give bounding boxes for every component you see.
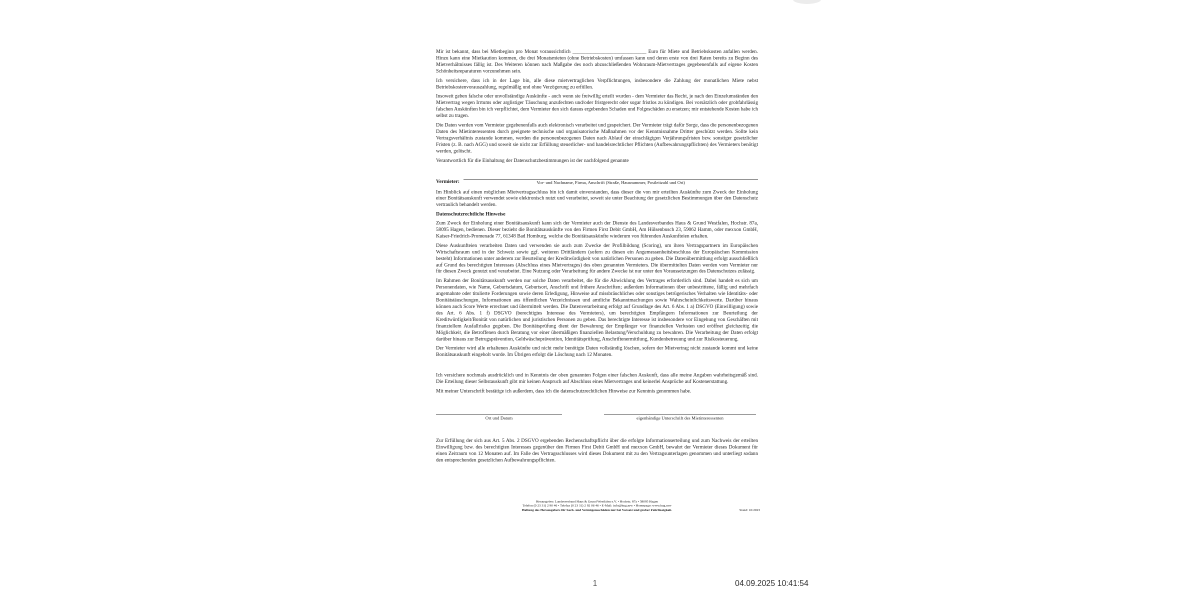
retention-paragraph: Zur Erfüllung der sich aus Art. 5 Abs. 2 DSGVO ergebenden Rechenschaftspflicht über die erfolgte Informationserteilung und zum Nachweis der erteilten Einwilligung bzw. des berechtigten Interesses gegenüber den Firmen First Debit GmbH und mexxon GmbH, bewahrt der Vermieter dieses Dokument für einen Zeitraum von 12 Monaten auf. Im Falle des Vertragsschlusses wird dieses Dokument mit zu den Vertragsunterlagen genommen und unterliegt sodann den entsprechenden gesetzlichen Aufbewahrungspflichten. [436,437,758,463]
signature-field-date-place [436,414,562,421]
privacy-paragraph: Im Rahmen der Bonitätsauskunft werden nur solche Daten verarbeitet, die für die Abwicklung des Vertrages erforderlich sind. Dabei handelt es sich um Personendaten, wie Name, Geburtsdatum, Geburtsort, Anschrift und frühere Anschriften; außerdem Informationen über unbestrittene, fällig und mehrfach angemahnte oder titulierte Forderungen sowie deren Erledigung, Hinweise auf missbräuchliches oder sonstiges betrügerisches Verhalten wie Identitäts- oder Bonitätstäuschungen, Informationen aus öffentlichen Verzeichnissen und amtliche Bekanntmachungen sowie Wahrscheinlichkeitswerte. Darüber hinaus können auch Score Werte errechnet und übermittelt werden. Die Datenverarbeitung erfolgt auf Grundlage des Art. 6 Abs. 1 a) DSGVO (Einwilligung) sowie des Art. 6 Abs. 1 f) DSGVO (berechtigtes Interesse des Vermieters), um berechtigten Empfängern Informationen zur Beurteilung der Kreditwürdigkeit/Bonität von natürlichen und juristischen Personen zu geben. Das berechtigte Interesse ist insbesondere vor Eingehung von Geschäften mit finanziellem Ausfallrisiko gegeben. Die Bonitätsprüfung dient der Bewahrung der Empfänger vor finanziellen Verlusten und eröffnet gleichzeitig die Möglichkeit, die Betroffenen durch Beratung vor einer übermäßigen finanziellen Belastung/Verschuldung zu bewahren. Die Verarbeitung der Daten erfolgt darüber hinaus zur Betrugsprävention, Geldwäscheprävention, Identitätsprüfung, Anschriftenermittlung, Kundenbetreuung und zur Risikosteuerung. [436,278,758,342]
affirmation-paragraph: Mit meiner Unterschrift bestätige ich außerdem, dass ich die datenschutzrechtlichen Hinweise zur Kenntnis genommen habe. [436,388,692,395]
intro-paragraph: Insoweit geben falsche oder unvollständige Auskünfte - auch wenn sie freiwillig erteilt wurden - dem Vermieter das Recht, je nach den Einzelumständen den Mietvertrag wegen Irrtums oder arglistiger Täuschung anzufechten und/oder fristgerecht oder sogar fristlos zu kündigen. Bei vorsätzlich oder grobfahrlässig falschen Auskünften bin ich verpflichtet, dem Vermieter den sich daraus ergebenden Schaden und Folgeschäden zu ersetzen; mir entstehende Kosten habe ich selbst zu tragen. [436,93,758,119]
document-footer [436,500,758,513]
document-page [436,0,758,513]
footer-version-stamp: Stand: 10/2023 [739,508,760,513]
landlord-field-caption: Vor- und Nachname, Firma, Anschrift (Straße, Hausnummer, Postleitzahl und Ort) [536,179,685,185]
signature-row [436,414,758,421]
signature-caption-left: Ort und Datum [485,415,513,421]
footer-publisher-line: Herausgeber: Landesverband Haus & Grund Westfalen e.V. • Hochstr. 87a • 58095 Hagen [535,499,659,504]
intro-paragraph: Die Daten werden vom Vermieter gegebenenfalls auch elektronisch verarbeitet und gespeichert. Der Vermieter trägt dafür Sorge, dass die personenbezogenen Daten des Mietinteressenten durch geeignete technische und organisatorische Maßnahmen vor der Kenntnisnahme Dritter geschützt werden. Sollte kein Vertragsverhältnis zustande kommen, werden die personenbezogenen Daten nach Ablauf der einschlägigen Verjährungsfristen bzw. sonstiger gesetzlicher Fristen (z. B. nach AGG) und soweit sie nicht zur Erfüllung steuerlicher- und handelsrechtlicher Pflichten (Aufbewahrungspflichten) des Vermieters benötigt werden, gelöscht. [436,122,758,154]
landlord-fill-area [464,174,758,185]
privacy-paragraph: Zum Zweck der Einholung einer Bonitätsauskunft kann sich der Vermieter auch der Dienste des Landesverbandes Haus & Grund Westfalen, Hochstr. 87a, 58095 Hagen, bedienen. Dieser bezieht die Bonitätsauskünfte von den Firmen First Debit GmbH, Am Hülsenbusch 23, 59062 Hamm, oder mexxon GmbH, Kaiser-Friedrich-Promenade 77, 61348 Bad Homburg, welche die Bonitätsauskünfte wiederum von führenden Auskunfteien erhalten. [436,220,758,239]
landlord-label: Vermieter: [436,178,460,185]
intro-paragraph: Verantwortlich für die Einhaltung der Datenschutzbestimmungen ist der nachfolgend genannte [436,157,629,164]
signature-spacer [562,414,604,421]
page-number: 1 [592,579,598,588]
signature-field-tenant [604,414,756,421]
top-edge-artifact [793,0,821,4]
footer-contact-line: Telefon (0 23 31) 2 90 46 • Telefax (0 23 31) 2 92 06 46 • E-Mail: info@hug.nrw • Homepage: www.hug.nrw [522,504,672,508]
signature-caption-right: eigenhändige Unterschrift des Mietinteressenten [636,415,724,421]
landlord-field-row [436,174,758,185]
consent-paragraph: Im Hinblick auf einen möglichen Mietvertragsschluss bin ich damit einverstanden, dass dieser die von mir erteilten Auskünfte zum Zweck der Einholung einer Bonitätsauskunft verwendet sowie elektronisch nutzt und verarbeitet, soweit sie unter Beachtung der gesetzlichen Bestimmungen über den Datenschutz vertraulich behandelt werden. [436,189,758,208]
intro-paragraph: Ich versichere, dass ich in der Lage bin, alle diese mietvertraglichen Verpflichtungen, insbesondere die Zahlung der monatlichen Miete nebst Betriebskostenvorauszahlung, regelmäßig und ohne Verzögerung zu erfüllen. [436,77,758,90]
privacy-paragraph: Diese Auskunfteien verarbeiten Daten und verwenden sie auch zum Zwecke der Profilbildung (Scoring), um ihren Vertragspartnern im Europäischen Wirtschaftsraum und in der Schweiz sowie ggf. weiteren Drittländern (sofern zu diesen ein Angemessenheitsbeschluss der Europäischen Kommission besteht) Informationen unter anderem zur Beurteilung der Kreditwürdigkeit von natürlichen Personen zu geben. Die Datenübermittlung erfolgt ausschließlich auf Grund des berechtigten Interesses (Abschluss eines Mietvertrages) des oben genannten Vermieters. Die übermittelten Daten werden vom Vermieter nur für diesen Zweck genutzt und verarbeitet. Eine Nutzung oder Verarbeitung für andere Zwecke ist nur unter den Voraussetzungen des Datenschutzes zulässig. [436,242,758,275]
print-timestamp: 04.09.2025 10:41:54 [735,579,809,588]
intro-paragraph: Mir ist bekannt, dass bei Mietbeginn pro Monat voraussichtlich _____________________________ Euro für Miete und Betriebskosten anfallen werden. Hinzu kann eine Mietkaution kommen, die drei Monatsmieten (ohne Betriebskosten) umfassen kann und deren erste von drei Raten bereits zu Beginn des Mietverhältnisses fällig ist. Des Weiteren können nach Maßgabe des noch abzuschließenden Wohnraum-Mietvertrages gegebenenfalls auf eigene Kosten Schönheitsreparaturen vorzunehmen sein. [436,49,758,74]
affirmation-paragraph: Ich versichere nochmals ausdrücklich und in Kenntnis der oben genannten Folgen einer falschen Auskunft, dass alle meine Angaben wahrheitsgemäß sind. Die Erteilung dieser Selbstauskunft gibt mir keinen Anspruch auf Abschluss eines Mietvertrages und keinerlei Ansprüche auf Kostenerstattung. [436,372,758,385]
privacy-section-heading: Datenschutzrechtliche Hinweise [436,211,506,218]
footer-liability-line: Haftung des Herausgebers für Sach- und Vermögensschäden nur bei Vorsatz und grober Fahrlässigkeit. [521,508,673,513]
privacy-paragraph: Der Vermieter wird alle erhaltenen Auskünfte und nicht mehr benötigte Daten vollständig löschen, sofern der Mietvertrag nicht zustande kommt und keine Bonitätsauskunft eingeholt wurde. Im Übrigen erfolgt die Löschung nach 12 Monaten. [436,345,758,358]
